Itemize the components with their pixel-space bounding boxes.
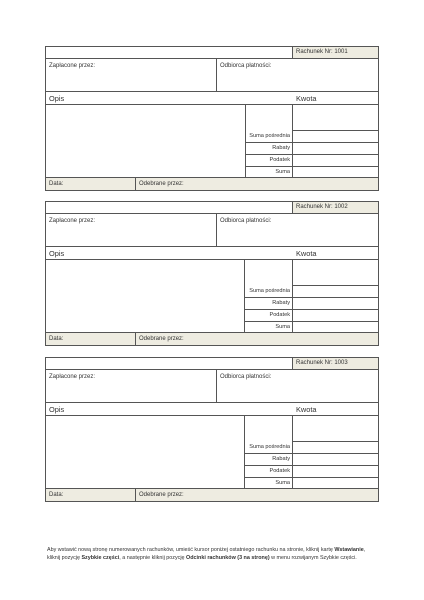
amount-header: Kwota <box>296 94 317 103</box>
instructions-part-4: w menu rozwijanym Szybkie części. <box>269 555 357 562</box>
date-label: Data: <box>49 181 64 187</box>
received-by-label: Odebrane przez: <box>139 492 184 498</box>
footer-fill <box>45 332 378 345</box>
subtotal-label: Suma pośrednia <box>249 444 290 450</box>
instructions-insert-tab: Wstawianie <box>334 547 364 553</box>
receipt-number-label: Rachunek Nr: 1001 <box>296 49 348 55</box>
description-header: Opis <box>49 405 65 414</box>
receipt-number-label: Rachunek Nr: 1003 <box>296 360 348 366</box>
receipt-2 <box>45 201 379 346</box>
date-label: Data: <box>49 336 64 342</box>
amount-header: Kwota <box>296 405 317 414</box>
paid-by-label: Zapłacone przez: <box>49 63 96 69</box>
receipt-3 <box>45 357 379 502</box>
received-by-label: Odebrane przez: <box>139 336 184 342</box>
receipt-1 <box>45 46 379 191</box>
paid-by-label: Zapłacone przez: <box>49 374 96 380</box>
description-header: Opis <box>49 249 65 258</box>
discounts-label: Rabaty <box>272 456 290 462</box>
total-label: Suma <box>275 169 290 175</box>
footer-fill <box>45 488 378 501</box>
instructions-receipt-stubs: Odcinki rachunków (3 na stronę) <box>186 555 270 562</box>
date-label: Data: <box>49 492 64 498</box>
discounts-label: Rabaty <box>272 145 290 151</box>
recipient-label: Odbiorca płatności: <box>220 63 272 69</box>
instructions-part-1: Aby wstawić nową stronę numerowanych rachunków, umieść kursor poniżej ostatniego rachunku na stronie, kliknij kartę <box>47 547 335 553</box>
instructions-quick-parts: Szybkie części <box>81 555 120 562</box>
instructions-text <box>47 546 377 563</box>
tax-label: Podatek <box>269 468 290 474</box>
instructions-part-2: , kliknij pozycję <box>47 547 366 562</box>
discounts-label: Rabaty <box>272 300 290 306</box>
recipient-label: Odbiorca płatności: <box>220 218 272 224</box>
received-by-label: Odebrane przez: <box>139 181 184 187</box>
footer-fill <box>45 177 378 190</box>
receipt-number-label: Rachunek Nr: 1002 <box>296 204 348 210</box>
paid-by-label: Zapłacone przez: <box>49 218 96 224</box>
subtotal-label: Suma pośrednia <box>249 288 290 294</box>
description-header: Opis <box>49 94 65 103</box>
amount-header: Kwota <box>296 249 317 258</box>
tax-label: Podatek <box>269 312 290 318</box>
instructions-part-3: , a następnie kliknij pozycję <box>119 555 187 562</box>
tax-label: Podatek <box>269 157 290 163</box>
recipient-label: Odbiorca płatności: <box>220 374 272 380</box>
total-label: Suma <box>275 480 290 486</box>
total-label: Suma <box>275 324 290 330</box>
subtotal-label: Suma pośrednia <box>249 133 290 139</box>
